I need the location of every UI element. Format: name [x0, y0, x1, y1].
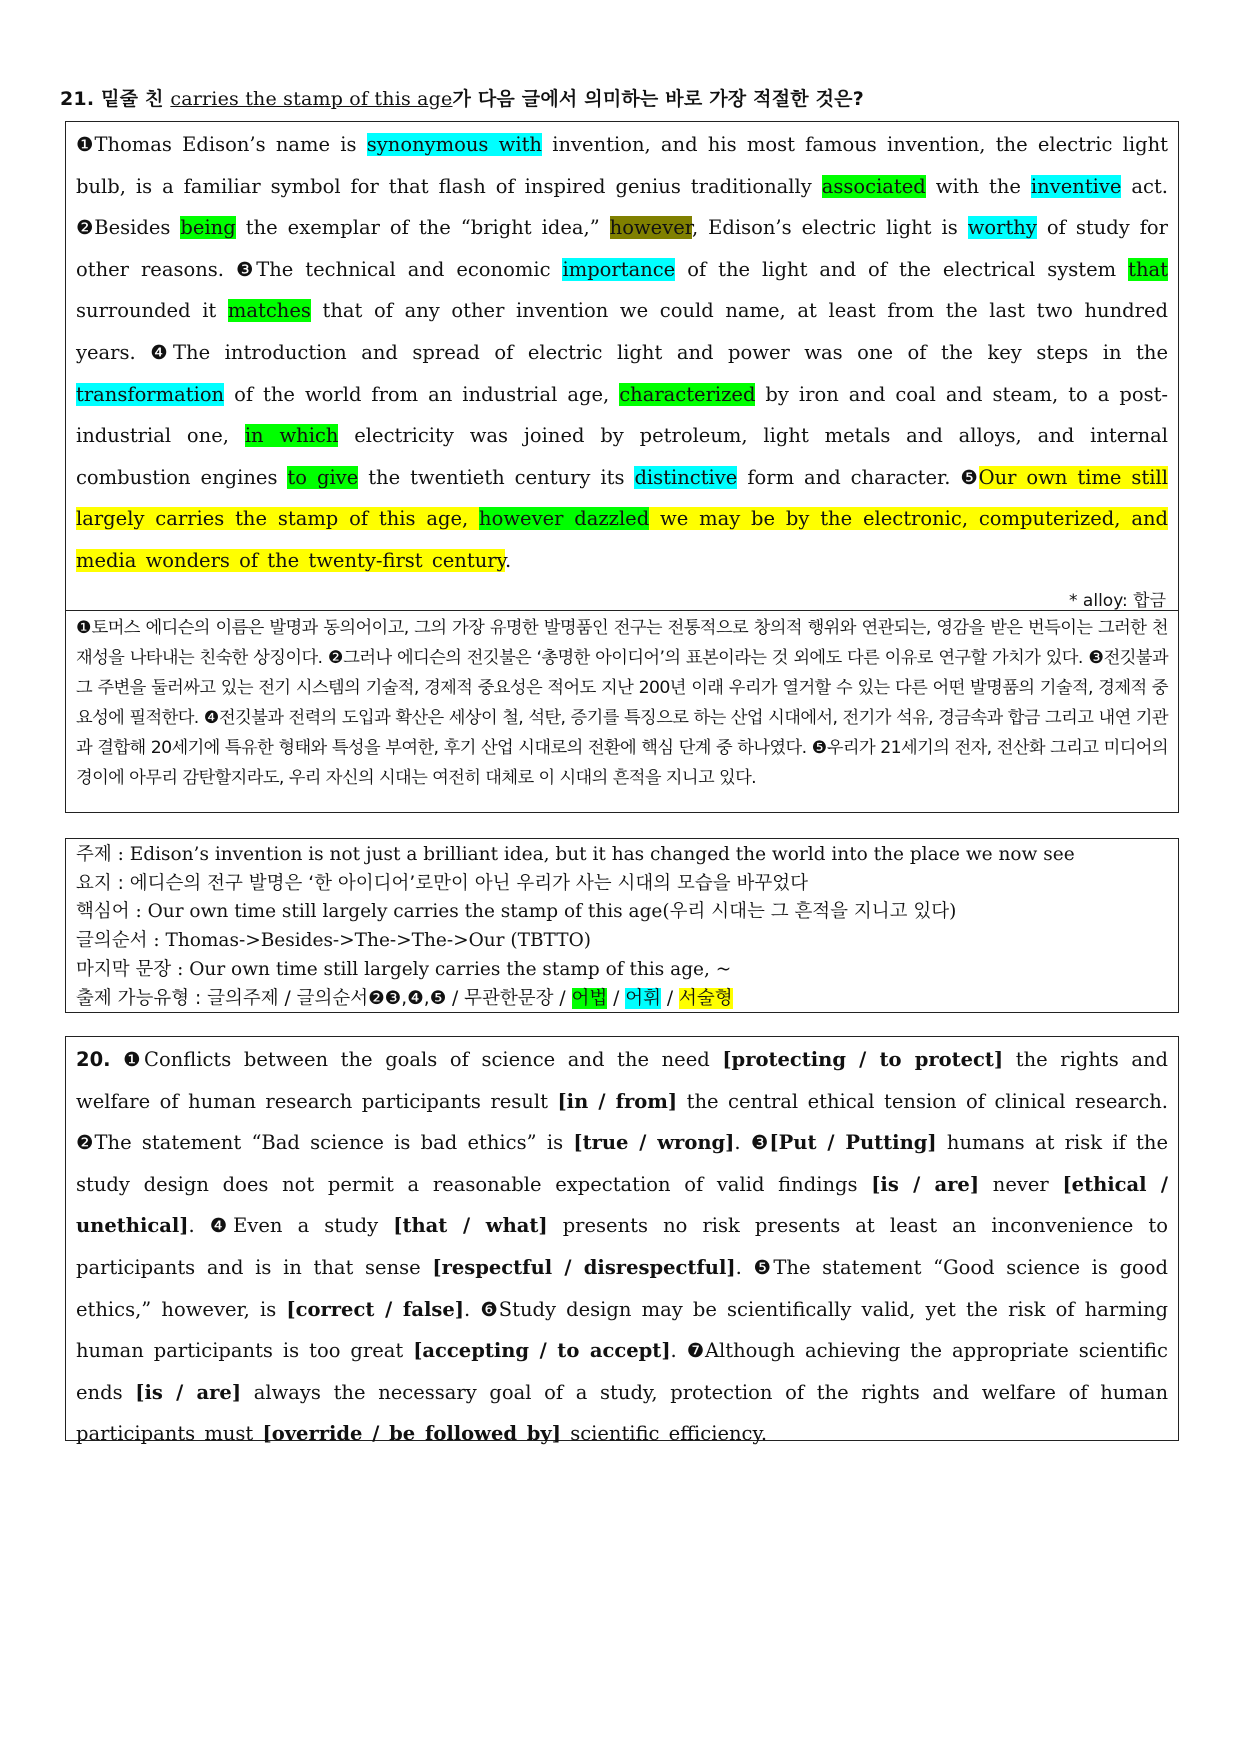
- answer-choice-bracket: [accepting / to accept]: [413, 1339, 671, 1363]
- answer-choice-bracket: [is / are]: [135, 1380, 242, 1404]
- question-20-number: 20.: [76, 1048, 111, 1071]
- answer-choice-bracket: [protecting / to protect]: [722, 1048, 1004, 1071]
- colon: :: [171, 958, 190, 980]
- question-20-box: [65, 1036, 1179, 1446]
- colon: :: [111, 844, 130, 865]
- highlighted-phrase: importance: [562, 257, 676, 281]
- question-segment: the central ethical tension of clinical research. ❷The statement “Bad science is bad ethics” is: [76, 1089, 1169, 1155]
- highlighted-phrase: matches: [227, 299, 311, 323]
- colon: :: [189, 987, 208, 1009]
- answer-choice-bracket: [respectful / disrespectful]: [432, 1255, 736, 1279]
- summary-order: [76, 927, 1168, 956]
- translation-text: ❶토머스 에디슨의 이름은 발명과 동의어이고, 그의 가장 유명한 발명품인 전구는 전통적으로 창의적 행위와 연관되는, 영감을 받은 번득이는 그러한 천재성을 나타내는 친숙한 상징이다. ❷그러나 에디슨의 전깃불은 ‘총명한 아이디어’의 표본이라는 것 외에도 다른 이유로 연구할 가치가 있다. ❸전깃불과 그 주변을 둘러싸고 있는 전기 시스템의 기술적, 경제적 중요성은 적어도 지난 200년 이래 우리가 열거할 수 있는 다른 어떤 발명품의 기술적, 경제적 중요성에 필적한다. ❹전깃불과 전력의 도입과 확산은 세상이 철, 석탄, 증기를 특징으로 하는 산업 시대에서, 전기가 석유, 경금속과 합금 그리고 내연 기관과 결합해 20세기에 특유한 형태와 특성을 부여한, 후기 산업 시대로의 전환에 핵심 단계 중 하나였다. ❺우리가 21세기의 전자, 전산화 그리고 미디어의 경이에 아무리 감탄할지라도, 우리 자신의 시대는 여전히 대체로 이 시대의 흔적을 지니고 있다.: [76, 618, 1168, 788]
- summary-key: [76, 898, 1168, 927]
- highlighted-phrase: however dazzled: [479, 507, 650, 531]
- highlighted-phrase: transformation: [76, 382, 225, 406]
- title-suffix: 가 다음 글에서 의미하는 바로 가장 적절한 것은?: [452, 88, 864, 110]
- last-text: Our own time still largely carries the stamp of this age, ~: [189, 958, 732, 980]
- passage-segment: act. ❷Besides: [76, 174, 1169, 240]
- types-plain: 글의주제 / 글의순서❷❸,❹,❺ / 무관한문장 /: [207, 987, 572, 1009]
- highlighted-phrase: characterized: [619, 382, 756, 406]
- passage-segment: .: [505, 548, 512, 572]
- title-prefix: 21. 밑줄 친: [60, 88, 171, 110]
- highlighted-phrase: we may be by the electronic, computerized, and media wonders of the twenty-first century: [76, 507, 1168, 572]
- highlighted-phrase: being: [180, 216, 236, 240]
- question-segment: . ❹Even a study: [188, 1214, 394, 1238]
- separator: /: [661, 987, 680, 1009]
- highlighted-phrase: to give: [287, 465, 359, 489]
- type-vocab-badge: 어휘: [625, 987, 662, 1009]
- highlighted-phrase: synonymous with: [366, 133, 542, 156]
- passage-text: [76, 124, 1168, 582]
- types-label: 출제 가능유형: [76, 987, 190, 1009]
- question-segment: never: [979, 1172, 1063, 1196]
- question-segment: humans at risk if the study design does not permit a reasonable expectation of valid findings: [76, 1131, 1168, 1196]
- colon: :: [147, 930, 166, 952]
- separator: /: [607, 987, 626, 1009]
- passage-segment: electricity was joined by petroleum, light metals and alloys, and internal combustion engines: [76, 424, 1168, 489]
- footnote: * alloy: 합금: [1069, 591, 1166, 611]
- answer-choice-bracket: [ethical / unethical]: [76, 1172, 1168, 1238]
- question-segment: . ❺The statement “Good science is good ethics,” however, is: [76, 1255, 1169, 1321]
- theme-text: Edison’s invention is not just a brilliant idea, but it has changed the world into the place we now see: [129, 844, 1075, 865]
- highlighted-phrase: associated: [821, 174, 926, 198]
- summary-box: [65, 838, 1179, 1013]
- passage-segment: surrounded it: [76, 299, 228, 323]
- highlighted-phrase: Our own time still largely carries the stamp of this age,: [76, 465, 1168, 531]
- question-segment: scientific efficiency.: [561, 1422, 768, 1446]
- translation-box: [65, 610, 1179, 813]
- passage-box: [65, 121, 1179, 611]
- answer-choice-bracket: [in / from]: [557, 1089, 678, 1113]
- question-21-title: [60, 84, 864, 111]
- question-segment: ❶Conflicts between the goals of science and the need: [110, 1048, 723, 1071]
- answer-choice-bracket: [that / what]: [393, 1214, 548, 1238]
- theme-label: 주제: [76, 844, 112, 865]
- passage-segment: the twentieth century its: [358, 465, 635, 489]
- passage-segment: of the world from an industrial age,: [224, 382, 620, 406]
- passage-segment: , Edison’s electric light is: [691, 216, 968, 240]
- summary-last-sentence: [76, 956, 1168, 985]
- order-text: Thomas->Besides->The->The->Our (TBTTO): [165, 930, 591, 952]
- answer-choice-bracket: [is / are]: [871, 1172, 980, 1196]
- highlighted-phrase: in which: [244, 424, 339, 448]
- key-text: Our own time still largely carries the stamp of this age(우리 시대는 그 흔적을 지니고 있다): [147, 901, 957, 923]
- highlighted-phrase: inventive: [1030, 174, 1122, 198]
- question-segment: the rights and welfare of human research participants result: [76, 1048, 1168, 1113]
- passage-segment: the exemplar of the “bright idea,”: [235, 216, 610, 240]
- summary-theme: [76, 841, 1168, 870]
- type-grammar-badge: 어법: [571, 987, 608, 1009]
- gist-text: 에디슨의 전구 발명은 ‘한 아이디어’로만이 아닌 우리가 사는 시대의 모습을 바꾸었다: [129, 872, 808, 894]
- question-segment: always the necessary goal of a study, protection of the rights and welfare of human participants must: [76, 1380, 1169, 1446]
- passage-segment: by iron and coal and steam, to a post-industrial one,: [76, 382, 1168, 448]
- question-20-text: [76, 1039, 1168, 1455]
- summary-gist: [76, 870, 1168, 899]
- passage-segment: invention, and his most famous invention, the electric light bulb, is a familiar symbol for that flash of inspired genius traditionally: [76, 133, 1168, 198]
- answer-choice-bracket: [correct / false]: [286, 1297, 464, 1321]
- passage-segment: that of any other invention we could name, at least from the last two hundred years. ❹The introduction and spread of electric light and power was one of the key steps in the: [76, 299, 1169, 364]
- highlighted-phrase: that: [1128, 257, 1168, 281]
- order-label: 글의순서: [76, 930, 148, 952]
- highlighted-phrase: worthy: [967, 216, 1037, 240]
- answer-choice-bracket: [Put / Putting]: [769, 1131, 937, 1155]
- question-segment: . ❻Study design may be scientifically valid, yet the risk of harming human participants is too great: [76, 1297, 1168, 1363]
- passage-segment: with the: [925, 174, 1031, 198]
- answer-choice-bracket: [override / be followed by]: [262, 1422, 561, 1446]
- question-segment: presents no risk presents at least an inconvenience to participants and is in that sense: [76, 1214, 1169, 1279]
- last-label: 마지막 문장: [76, 958, 172, 980]
- type-essay-badge: 서술형: [679, 987, 733, 1009]
- colon: :: [129, 901, 148, 923]
- passage-segment: ❶Thomas Edison’s name is: [76, 133, 367, 156]
- summary-question-types: [76, 985, 1168, 1014]
- key-label: 핵심어: [76, 901, 130, 923]
- passage-segment: of the light and of the electrical system: [675, 257, 1129, 281]
- passage-segment: form and character. ❺: [737, 465, 979, 489]
- answer-choice-bracket: [true / wrong]: [573, 1131, 735, 1155]
- highlighted-phrase: however: [609, 216, 692, 240]
- highlighted-phrase: distinctive: [634, 465, 738, 489]
- passage-segment: of study for other reasons. ❸The technical and economic: [76, 216, 1168, 281]
- gist-label: 요지: [76, 872, 112, 894]
- colon: :: [111, 872, 130, 894]
- question-segment: . ❼Although achieving the appropriate scientific ends: [76, 1339, 1168, 1404]
- title-underlined-phrase: carries the stamp of this age: [170, 88, 453, 110]
- question-segment: . ❸: [734, 1131, 770, 1155]
